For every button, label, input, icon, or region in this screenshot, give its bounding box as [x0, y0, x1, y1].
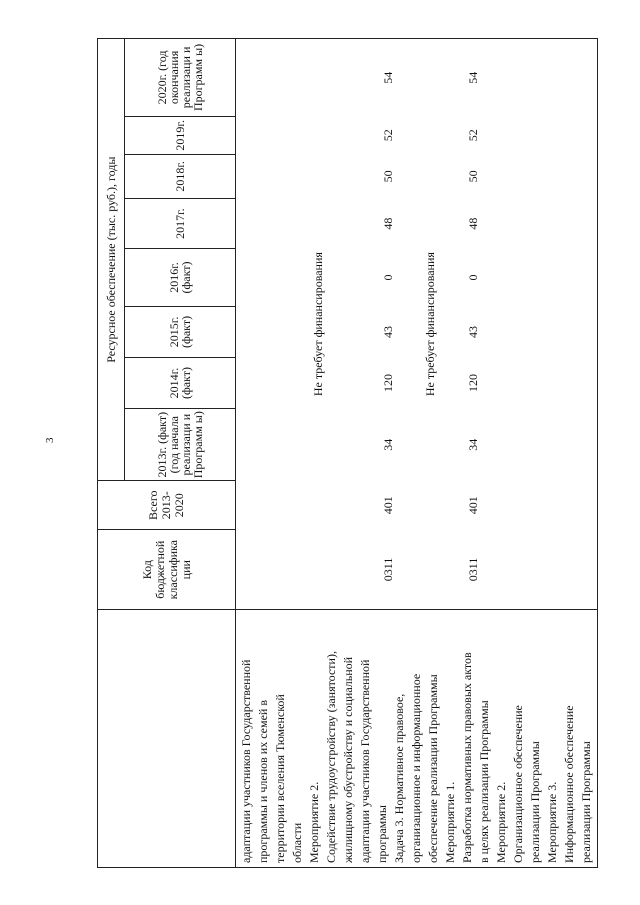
code-header: Код бюджетной классифика ции [98, 530, 236, 610]
m2-y2015: 43 [466, 325, 481, 338]
m2-y2016: 0 [466, 274, 481, 281]
name-line: Задача 3. Нормативное правовое, [392, 693, 406, 863]
task3-code: 0311 [381, 557, 396, 582]
year-2020-header: 2020г. (год окончания реализаци и Программ ы) [125, 39, 236, 117]
task3-y2014: 120 [381, 374, 396, 393]
name-line: области [290, 822, 304, 863]
resources-header: Ресурсное обеспечение (тыс. руб.), годы [98, 39, 125, 481]
name-line: в целях реализации Программы [477, 700, 491, 863]
task3-y2015: 43 [381, 325, 396, 338]
task3-y2013: 34 [381, 438, 396, 451]
m2-y2018: 50 [466, 170, 481, 183]
no-funding-label: Не требует финансирования [398, 39, 437, 610]
name-header-cell [98, 610, 236, 868]
resources-table [97, 38, 598, 868]
name-line: Разработка нормативных правовых актов [460, 652, 474, 863]
task3-y2016: 0 [381, 274, 396, 281]
name-line: программы [375, 805, 389, 863]
year-2017-header: 2017г. [125, 199, 236, 249]
year-2016-header: 2016г. (факт) [125, 249, 236, 307]
m2-code: 0311 [466, 557, 481, 582]
name-line: Мероприятие 2. [307, 781, 321, 863]
m2-y2014: 120 [466, 374, 481, 393]
name-line: адаптации участников Государственной [358, 659, 372, 863]
rotated-table-canvas [97, 38, 593, 868]
name-line: Организационное обеспечение [511, 705, 525, 863]
name-line: Содействие трудоустройству (занятости), [324, 651, 338, 863]
name-line: жилищному обустройству и социальной [341, 656, 355, 863]
name-line: реализации Программы [528, 741, 542, 863]
task3-y2018: 50 [381, 170, 396, 183]
year-2019-header: 2019г. [125, 116, 236, 154]
name-line: территории вселения Тюменской [273, 694, 287, 863]
name-line: организационное и информационное [409, 673, 423, 863]
task3-y2020: 54 [379, 39, 399, 117]
task3-y2017: 48 [381, 217, 396, 230]
name-line: обеспечение реализации Программы [426, 674, 440, 863]
name-line: Мероприятие 1. [443, 781, 457, 863]
year-2018-header: 2018г. [125, 154, 236, 198]
task3-total: 401 [381, 496, 396, 515]
page-number: 3 [44, 437, 56, 443]
m2-y2013: 34 [466, 438, 481, 451]
name-line: программы и членов их семей в [256, 699, 270, 863]
no-funding-label: Не требует финансирования [308, 39, 329, 610]
year-2015-header: 2015г. (факт) [125, 306, 236, 357]
year-2013-header: 2013г. (факт) (год начала реализаци и Программ ы) [125, 409, 236, 481]
total-header: Всего 2013-2020 [98, 481, 236, 530]
m2-y2017: 48 [466, 217, 481, 230]
year-2014-header: 2014г. (факт) [125, 357, 236, 408]
m2-y2019: 52 [466, 129, 481, 142]
name-line: Информационное обеспечение [562, 705, 576, 863]
name-line: реализации Программы [579, 741, 593, 863]
spacer-cell [481, 39, 597, 610]
name-line: Мероприятие 3. [545, 781, 559, 863]
task3-y2019: 52 [381, 129, 396, 142]
spacer-cell [329, 39, 379, 610]
name-line: адаптации участников Государственной [239, 659, 253, 863]
m2-total: 401 [466, 496, 481, 515]
spacer-cell [236, 39, 309, 610]
name-cell [236, 610, 598, 868]
name-line: Мероприятие 2. [494, 781, 508, 863]
m2-y2020: 54 [438, 39, 481, 117]
